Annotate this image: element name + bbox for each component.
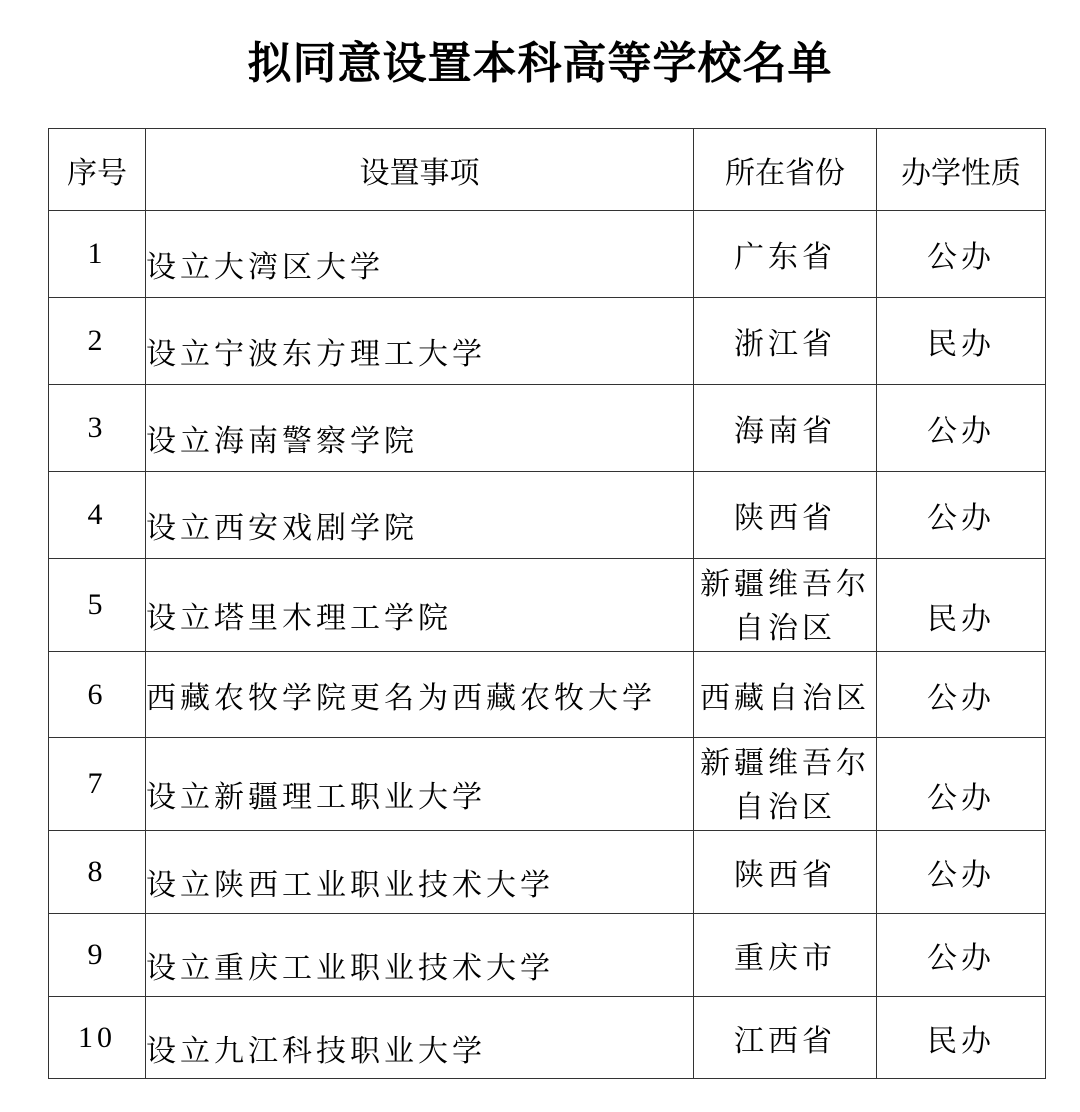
table-row [49, 211, 1046, 298]
row-number: 7 [49, 738, 146, 831]
row-province [694, 738, 877, 831]
row-number: 9 [49, 914, 146, 997]
row-province [694, 652, 877, 738]
row-item [146, 997, 694, 1079]
row-province [694, 997, 877, 1079]
row-province-text: 海南省 [734, 414, 836, 449]
row-province [694, 211, 877, 298]
row-province [694, 472, 877, 559]
row-item [146, 298, 694, 385]
row-province-text: 新疆维吾尔 自治区 [700, 567, 870, 646]
row-province-text: 西藏自治区 [700, 680, 870, 716]
row-item-text: 设立陕西工业职业技术大学 [146, 868, 554, 903]
row-item [146, 914, 694, 997]
row-number: 1 [49, 211, 146, 298]
row-number: 5 [49, 559, 146, 652]
row-item [146, 472, 694, 559]
row-nature: 公办 [877, 472, 1046, 559]
row-nature: 公办 [877, 652, 1046, 738]
table-row [49, 831, 1046, 914]
row-item-text: 设立重庆工业职业技术大学 [146, 951, 554, 986]
row-item [146, 652, 694, 738]
row-nature: 民办 [877, 559, 1046, 652]
table-row [49, 298, 1046, 385]
row-nature: 公办 [877, 211, 1046, 298]
row-province-text: 江西省 [734, 1023, 836, 1059]
row-number: 4 [49, 472, 146, 559]
row-number: 6 [49, 652, 146, 738]
header-item: 设置事项 [146, 129, 694, 211]
row-province-text: 广东省 [734, 240, 836, 275]
row-number: 2 [49, 298, 146, 385]
row-item [146, 738, 694, 831]
row-province-text: 陕西省 [734, 501, 836, 536]
row-nature: 公办 [877, 738, 1046, 831]
header-serial-number: 序号 [49, 129, 146, 211]
row-province-text: 重庆市 [734, 941, 836, 976]
row-item [146, 385, 694, 472]
row-province [694, 298, 877, 385]
row-province-text: 新疆维吾尔 自治区 [700, 746, 870, 825]
table-row [49, 652, 1046, 738]
row-nature: 公办 [877, 385, 1046, 472]
row-item-text: 西藏农牧学院更名为西藏农牧大学 [146, 680, 656, 716]
row-item [146, 831, 694, 914]
row-province [694, 559, 877, 652]
row-province [694, 831, 877, 914]
row-number: 8 [49, 831, 146, 914]
table-row [49, 385, 1046, 472]
row-nature: 公办 [877, 831, 1046, 914]
row-item-text: 设立塔里木理工学院 [146, 601, 452, 636]
document-title: 拟同意设置本科高等学校名单 [247, 38, 833, 89]
table-row [49, 559, 1046, 652]
row-item-text: 设立新疆理工职业大学 [146, 780, 486, 815]
row-item-text: 设立西安戏剧学院 [146, 511, 418, 546]
row-item-text: 设立九江科技职业大学 [146, 1033, 486, 1069]
table-row [49, 472, 1046, 559]
row-item [146, 211, 694, 298]
row-item-text: 设立宁波东方理工大学 [146, 337, 486, 372]
row-nature: 民办 [877, 997, 1046, 1079]
row-item-text: 设立海南警察学院 [146, 424, 418, 459]
row-province-text: 浙江省 [734, 327, 836, 362]
row-number: 10 [49, 997, 146, 1079]
row-nature: 民办 [877, 298, 1046, 385]
row-nature: 公办 [877, 914, 1046, 997]
table-row [49, 738, 1046, 831]
header-province: 所在省份 [694, 129, 877, 211]
school-list-table [48, 128, 1046, 1079]
table-row [49, 997, 1046, 1079]
row-province [694, 385, 877, 472]
row-province [694, 914, 877, 997]
row-province-text: 陕西省 [734, 858, 836, 893]
table-header-row [49, 129, 1046, 211]
table-row [49, 914, 1046, 997]
row-number: 3 [49, 385, 146, 472]
row-item-text: 设立大湾区大学 [146, 250, 384, 285]
row-item [146, 559, 694, 652]
header-nature: 办学性质 [877, 129, 1046, 211]
